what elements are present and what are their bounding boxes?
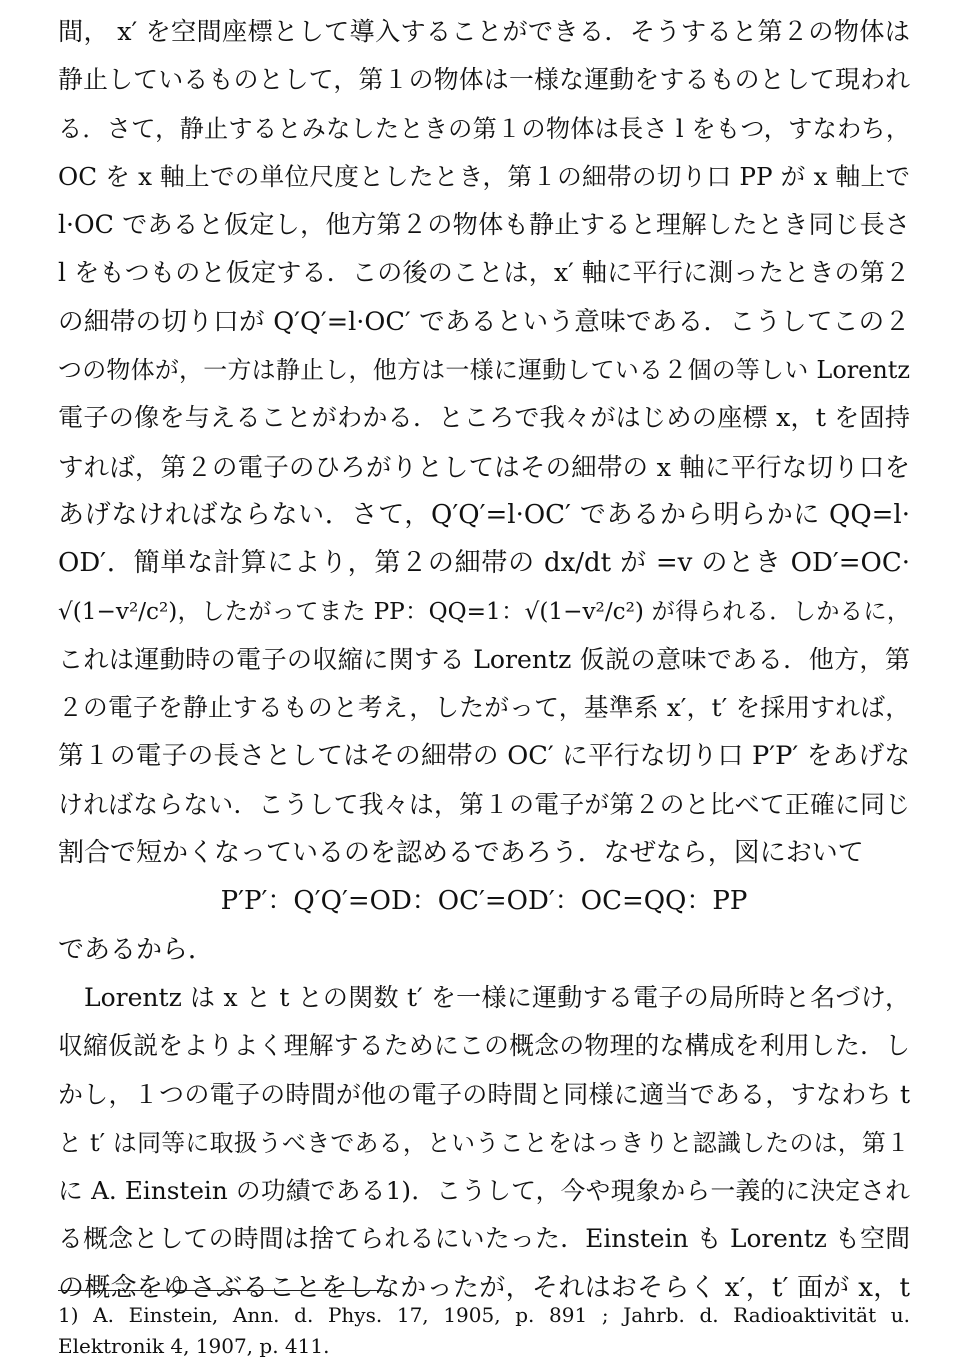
equation-line: P′P′：Q′Q′=OD：OC′=OD′：OC=QQ：PP [220,886,748,917]
text-line: に A. Einstein の功績である1)．こうして，今や現象から一義的に決定され [58,1176,910,1206]
text-line: √(1−v²/c²)，したがってまた PP：QQ=1：√(1−v²/c²) が得られる．しかるに， [58,598,910,625]
text-line: 静止しているものとして，第１の物体は一様な運動をするものとして現われ [58,65,910,95]
text-line: OC を x 軸上での単位尺度としたとき，第１の細帯の切り口 PP が x 軸上で [58,161,910,191]
text-line: の細帯の切り口が Q′Q′=l·OC′ であるという意味である．こうしてこの２ [58,306,910,337]
text-line: 第１の電子の長さとしてはその細帯の OC′ に平行な切り口 P′P′ をあげな [58,741,910,772]
text-line: l·OC であると仮定し，他方第２の物体も静止すると理解したとき同じ長さ [58,210,910,240]
text-line: すれば，第２の電子のひろがりとしてはその細帯の x 軸に平行な切り口を [58,451,910,482]
footnote-line: Elektronik 4, 1907, p. 411. [58,1334,330,1358]
text-line: つの物体が，一方は静止し，他方は一様に運動している２個の等しい Lorentz [58,356,910,385]
text-line: と t′ は同等に取扱うべきである，ということをはっきりと認識したのは，第１ [58,1128,910,1157]
text-line: OD′．簡単な計算により，第２の細帯の dx/dt が =v のとき OD′=OC· [58,548,910,579]
footnote-divider [58,1290,388,1291]
text-line: る．さて，静止するとみなしたときの第１の物体は長さ l をもつ，すなわち， [58,114,910,143]
text-line: 割合で短かくなっているのを認めるであろう．なぜなら，図において [58,838,864,869]
text-line: の概念をゆさぶることをしなかったが，それはおそらく x′，t′ 面が x，t [58,1272,910,1303]
text-line: かし，１つの電子の時間が他の電子の時間と同様に適当である，すなわち t [58,1079,910,1109]
text-line: 電子の像を与えることがわかる．ところで我々がはじめの座標 x，t を固持 [58,403,910,433]
paragraph-start-line: Lorentz は x と t との関数 t′ を一様に運動する電子の局所時と名づけ， [84,982,910,1012]
footnote-line: 1) A. Einstein, Ann. d. Phys. 17, 1905, p. 891 ; Jahrb. d. Radioaktivität u. [58,1303,910,1327]
text-line: であるから． [58,934,215,965]
footnote [58,1300,910,1362]
text-line: これは運動時の電子の収縮に関する Lorentz 仮説の意味である．他方，第 [58,644,910,674]
text-line: 収縮仮説をよりよく理解するためにこの概念の物理的な構成を利用した．し [58,1031,910,1061]
text-line: る概念としての時間は捨てられるにいたった．Einstein も Lorentz も空間 [58,1224,910,1254]
body-text [58,8,910,1312]
text-line: ければならない．こうして我々は，第１の電子が第２のと比べて正確に同じ [58,789,910,819]
text-line: あげなければならない．さて，Q′Q′=l·OC′ であるから明らかに QQ=l· [58,499,910,530]
text-line: ２の電子を静止するものと考え，したがって，基準系 x′，t′ を採用すれば， [58,693,910,723]
text-line: 間， x′ を空間座標として導入することができる．そうすると第２の物体は [58,17,910,46]
text-line: l をもつものと仮定する．この後のことは，x′ 軸に平行に測ったときの第２ [58,258,910,288]
